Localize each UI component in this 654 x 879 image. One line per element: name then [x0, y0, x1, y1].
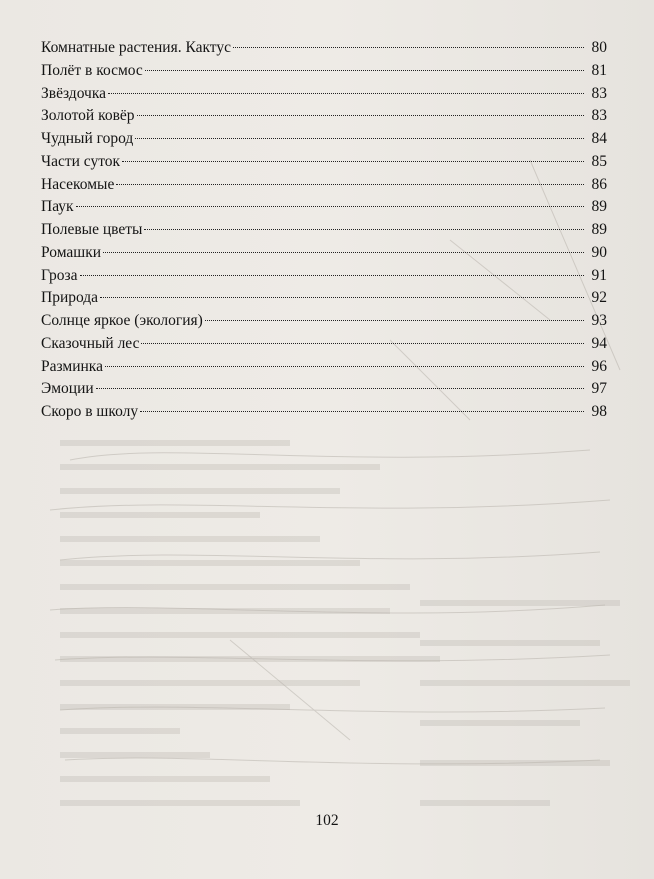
toc-entry — [41, 310, 607, 333]
toc-dot-leader — [76, 206, 584, 207]
toc-entry-title: Золотой ковёр — [41, 107, 135, 125]
toc-entry-page: 89 — [591, 221, 607, 238]
toc-dot-leader — [100, 297, 584, 298]
toc-entry — [41, 174, 607, 197]
toc-entry — [41, 287, 607, 310]
toc-entry-title: Скоро в школу — [41, 403, 139, 420]
toc-dot-leader — [108, 93, 584, 94]
toc-entry — [41, 401, 607, 424]
toc-entry — [41, 83, 607, 106]
toc-entry-page: 96 — [591, 357, 607, 375]
toc-dot-leader — [135, 138, 584, 139]
toc-entry — [41, 128, 607, 151]
toc-dot-leader — [122, 161, 584, 162]
toc-entry-page: 86 — [591, 175, 607, 193]
toc-dot-leader — [145, 70, 584, 71]
toc-entry-title: Паук — [41, 198, 74, 216]
toc-entry-title: Полёт в космос — [41, 61, 143, 79]
toc-entry-page: 93 — [591, 312, 607, 329]
page-number: 102 — [315, 812, 339, 829]
toc-entry — [41, 60, 607, 83]
toc-dot-leader — [144, 229, 584, 230]
toc-entry-title: Эмоции — [41, 380, 94, 398]
toc-entry-page: 90 — [591, 243, 607, 261]
toc-entry — [41, 37, 607, 60]
toc-entry-title: Ромашки — [41, 243, 102, 261]
toc-entry-page: 94 — [591, 334, 607, 352]
toc-entry-title: Разминка — [41, 357, 103, 375]
toc-entry — [41, 333, 607, 356]
toc-entry-page: 81 — [591, 61, 607, 79]
toc-entry-page: 84 — [591, 130, 607, 147]
toc-entry — [41, 356, 607, 379]
toc-entry-page: 89 — [591, 198, 607, 216]
toc-entry-title: Звёздочка — [41, 84, 107, 102]
toc-entry-page: 98 — [591, 403, 607, 420]
toc-entry-title: Комнатные растения. Кактус — [41, 39, 232, 56]
toc-entry-title: Солнце яркое (экология) — [41, 312, 203, 329]
toc-entry-page: 92 — [591, 289, 607, 307]
toc-entry-page: 97 — [591, 380, 607, 398]
toc-dot-leader — [205, 320, 584, 321]
toc-dot-leader — [103, 252, 584, 253]
toc-entry — [41, 242, 607, 265]
toc-entry-title: Части суток — [41, 152, 121, 170]
table-of-contents — [41, 37, 607, 424]
toc-entry-page: 85 — [591, 152, 607, 170]
toc-entry — [41, 265, 607, 288]
toc-entry-page: 80 — [591, 39, 607, 56]
toc-dot-leader — [80, 275, 585, 276]
toc-entry-title: Гроза — [41, 266, 78, 284]
toc-entry — [41, 219, 607, 242]
toc-dot-leader — [137, 115, 584, 116]
toc-entry-title: Сказочный лес — [41, 334, 140, 352]
toc-entry-page: 83 — [591, 107, 607, 125]
toc-entry-page: 91 — [591, 266, 607, 284]
toc-entry — [41, 151, 607, 174]
toc-entry — [41, 196, 607, 219]
toc-entry-title: Природа — [41, 289, 99, 307]
toc-dot-leader — [141, 343, 584, 344]
toc-entry — [41, 105, 607, 128]
toc-dot-leader — [105, 366, 584, 367]
toc-entry-page: 83 — [591, 84, 607, 102]
toc-dot-leader — [140, 411, 584, 412]
toc-entry-title: Чудный город — [41, 130, 134, 147]
toc-entry — [41, 378, 607, 401]
toc-entry-title: Насекомые — [41, 175, 115, 193]
toc-dot-leader — [96, 388, 584, 389]
toc-entry-title: Полевые цветы — [41, 221, 143, 238]
toc-dot-leader — [233, 47, 584, 48]
toc-dot-leader — [116, 184, 584, 185]
